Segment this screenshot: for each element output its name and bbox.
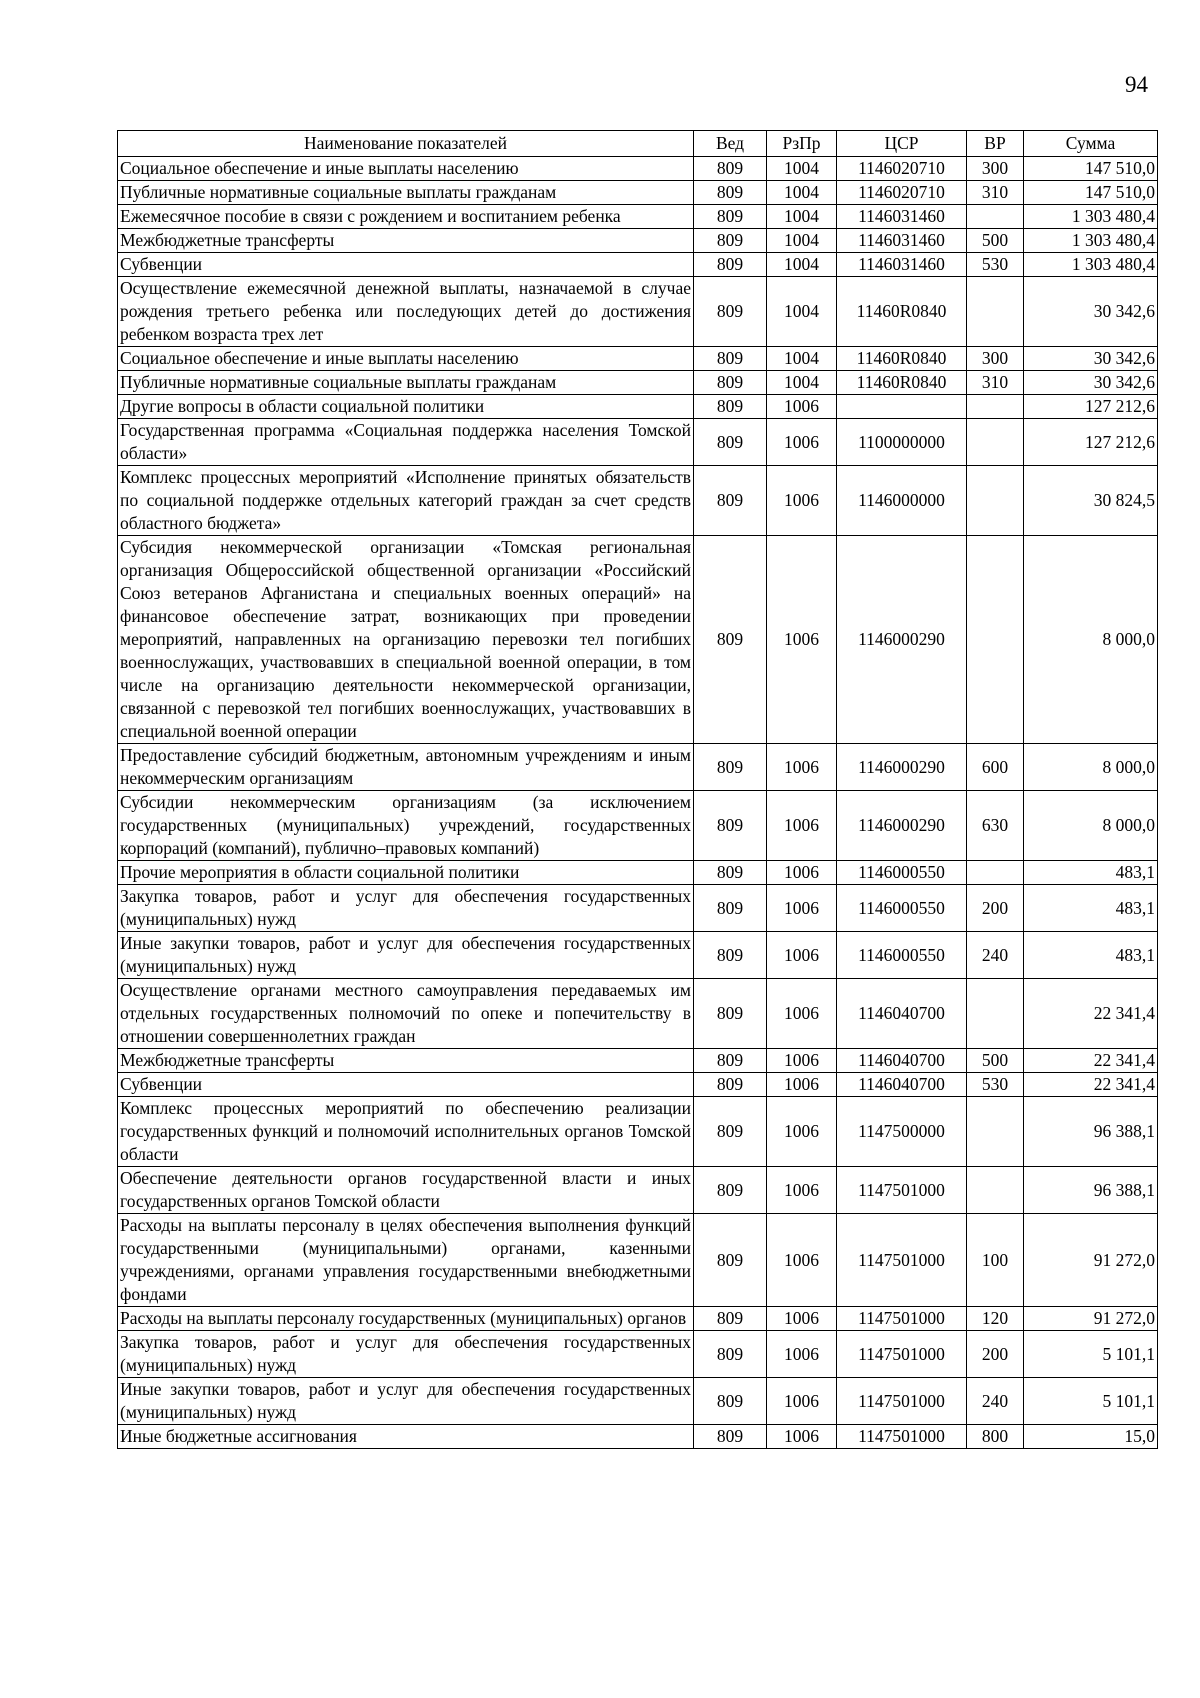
table-row xyxy=(118,466,1158,536)
row-rzpr: 1006 xyxy=(767,536,837,744)
page-number: 94 xyxy=(1125,72,1148,97)
row-rzpr: 1004 xyxy=(767,253,837,277)
row-csr: 1146031460 xyxy=(837,253,967,277)
header-rzpr: РзПр xyxy=(767,131,837,157)
row-vr: 300 xyxy=(967,157,1024,181)
row-csr: 1146000550 xyxy=(837,885,967,932)
row-name: Расходы на выплаты персоналу государственных (муниципальных) органов xyxy=(118,1307,694,1331)
table-row xyxy=(118,1331,1158,1378)
row-ved: 809 xyxy=(694,1167,767,1214)
row-ved: 809 xyxy=(694,885,767,932)
row-csr: 1146040700 xyxy=(837,1073,967,1097)
table-row xyxy=(118,229,1158,253)
row-vr xyxy=(967,419,1024,466)
table-body xyxy=(118,157,1158,1449)
row-rzpr: 1006 xyxy=(767,1097,837,1167)
row-vr: 600 xyxy=(967,744,1024,791)
row-sum: 30 824,5 xyxy=(1024,466,1158,536)
row-rzpr: 1004 xyxy=(767,347,837,371)
row-name: Ежемесячное пособие в связи с рождением и воспитанием ребенка xyxy=(118,205,694,229)
row-sum: 22 341,4 xyxy=(1024,979,1158,1049)
row-ved: 809 xyxy=(694,1073,767,1097)
row-rzpr: 1004 xyxy=(767,181,837,205)
row-csr: 1147501000 xyxy=(837,1167,967,1214)
row-sum: 1 303 480,4 xyxy=(1024,205,1158,229)
row-vr xyxy=(967,395,1024,419)
row-rzpr: 1006 xyxy=(767,1378,837,1425)
table-row xyxy=(118,861,1158,885)
row-name: Субвенции xyxy=(118,253,694,277)
row-vr xyxy=(967,466,1024,536)
row-ved: 809 xyxy=(694,253,767,277)
table-row xyxy=(118,253,1158,277)
row-name: Субвенции xyxy=(118,1073,694,1097)
row-sum: 96 388,1 xyxy=(1024,1167,1158,1214)
row-ved: 809 xyxy=(694,1097,767,1167)
row-vr xyxy=(967,205,1024,229)
table-row xyxy=(118,1307,1158,1331)
row-csr: 1146000290 xyxy=(837,744,967,791)
row-rzpr: 1006 xyxy=(767,466,837,536)
row-csr: 1147501000 xyxy=(837,1307,967,1331)
table-row xyxy=(118,371,1158,395)
row-ved: 809 xyxy=(694,371,767,395)
row-rzpr: 1006 xyxy=(767,885,837,932)
row-csr: 1147500000 xyxy=(837,1097,967,1167)
row-rzpr: 1006 xyxy=(767,1049,837,1073)
row-name: Осуществление органами местного самоуправления передаваемых им отдельных государственных полномочий по опеке и попечительству в отношении совершеннолетних граждан xyxy=(118,979,694,1049)
row-vr: 100 xyxy=(967,1214,1024,1307)
table-row xyxy=(118,1378,1158,1425)
row-ved: 809 xyxy=(694,347,767,371)
table-row xyxy=(118,979,1158,1049)
row-vr xyxy=(967,1097,1024,1167)
header-name: Наименование показателей xyxy=(118,131,694,157)
row-csr: 1100000000 xyxy=(837,419,967,466)
row-sum: 8 000,0 xyxy=(1024,791,1158,861)
row-vr xyxy=(967,1167,1024,1214)
row-sum: 15,0 xyxy=(1024,1425,1158,1449)
row-csr: 1146020710 xyxy=(837,181,967,205)
row-name: Расходы на выплаты персоналу в целях обеспечения выполнения функций государственными (муниципальными) органами, казенными учреждениями, органами управления государственными внебюджетными фондами xyxy=(118,1214,694,1307)
row-vr xyxy=(967,536,1024,744)
row-vr xyxy=(967,277,1024,347)
row-ved: 809 xyxy=(694,277,767,347)
row-vr: 240 xyxy=(967,932,1024,979)
row-sum: 8 000,0 xyxy=(1024,536,1158,744)
row-ved: 809 xyxy=(694,536,767,744)
row-rzpr: 1006 xyxy=(767,932,837,979)
row-sum: 30 342,6 xyxy=(1024,277,1158,347)
row-vr: 200 xyxy=(967,1331,1024,1378)
row-vr: 530 xyxy=(967,1073,1024,1097)
row-name: Субсидия некоммерческой организации «Томская региональная организация Общероссийской общественной организации «Российский Союз ветеранов Афганистана и специальных военных операций» на финансовое обеспечение затрат, возникающих при проведении мероприятий, направленных на организацию перевозки тел погибших военнослужащих, участвовавших в специальной военной операции, в том числе на организацию деятельности некоммерческой организации, связанной с перевозкой тел погибших военнослужащих, участвовавших в специальной военной операции xyxy=(118,536,694,744)
row-name: Субсидии некоммерческим организациям (за исключением государственных (муниципальных) учреждений, государственных корпораций (компаний), публично–правовых компаний) xyxy=(118,791,694,861)
row-name: Обеспечение деятельности органов государственной власти и иных государственных органов Томской области xyxy=(118,1167,694,1214)
row-rzpr: 1006 xyxy=(767,979,837,1049)
row-rzpr: 1006 xyxy=(767,419,837,466)
row-ved: 809 xyxy=(694,229,767,253)
row-csr: 1146020710 xyxy=(837,157,967,181)
row-sum: 147 510,0 xyxy=(1024,181,1158,205)
header-vr: ВР xyxy=(967,131,1024,157)
row-ved: 809 xyxy=(694,932,767,979)
row-vr: 800 xyxy=(967,1425,1024,1449)
row-name: Межбюджетные трансферты xyxy=(118,1049,694,1073)
row-sum: 91 272,0 xyxy=(1024,1307,1158,1331)
row-csr: 1146000550 xyxy=(837,861,967,885)
row-name: Публичные нормативные социальные выплаты гражданам xyxy=(118,181,694,205)
row-rzpr: 1006 xyxy=(767,861,837,885)
row-vr: 500 xyxy=(967,1049,1024,1073)
row-ved: 809 xyxy=(694,1378,767,1425)
row-ved: 809 xyxy=(694,419,767,466)
row-ved: 809 xyxy=(694,181,767,205)
row-ved: 809 xyxy=(694,1049,767,1073)
table-row xyxy=(118,1097,1158,1167)
row-sum: 30 342,6 xyxy=(1024,347,1158,371)
row-name: Социальное обеспечение и иные выплаты населению xyxy=(118,157,694,181)
row-ved: 809 xyxy=(694,1214,767,1307)
row-vr: 300 xyxy=(967,347,1024,371)
row-vr: 310 xyxy=(967,371,1024,395)
row-name: Государственная программа «Социальная поддержка населения Томской области» xyxy=(118,419,694,466)
row-name: Закупка товаров, работ и услуг для обеспечения государственных (муниципальных) нужд xyxy=(118,885,694,932)
row-rzpr: 1006 xyxy=(767,1214,837,1307)
row-rzpr: 1004 xyxy=(767,205,837,229)
table-row xyxy=(118,1167,1158,1214)
table-row xyxy=(118,744,1158,791)
row-rzpr: 1004 xyxy=(767,277,837,347)
row-ved: 809 xyxy=(694,1331,767,1378)
row-sum: 5 101,1 xyxy=(1024,1378,1158,1425)
row-ved: 809 xyxy=(694,205,767,229)
row-name: Другие вопросы в области социальной политики xyxy=(118,395,694,419)
row-rzpr: 1006 xyxy=(767,791,837,861)
table-row xyxy=(118,419,1158,466)
header-csr: ЦСР xyxy=(837,131,967,157)
row-ved: 809 xyxy=(694,744,767,791)
row-vr: 500 xyxy=(967,229,1024,253)
row-sum: 5 101,1 xyxy=(1024,1331,1158,1378)
row-sum: 1 303 480,4 xyxy=(1024,253,1158,277)
table-row xyxy=(118,1049,1158,1073)
row-rzpr: 1006 xyxy=(767,744,837,791)
row-csr: 1146000000 xyxy=(837,466,967,536)
table-row xyxy=(118,181,1158,205)
row-name: Иные бюджетные ассигнования xyxy=(118,1425,694,1449)
row-csr: 1146040700 xyxy=(837,1049,967,1073)
row-rzpr: 1006 xyxy=(767,1073,837,1097)
row-sum: 483,1 xyxy=(1024,861,1158,885)
row-name: Прочие мероприятия в области социальной политики xyxy=(118,861,694,885)
row-name: Публичные нормативные социальные выплаты гражданам xyxy=(118,371,694,395)
row-sum: 22 341,4 xyxy=(1024,1073,1158,1097)
header-ved: Вед xyxy=(694,131,767,157)
row-vr xyxy=(967,861,1024,885)
table-row xyxy=(118,1073,1158,1097)
row-name: Социальное обеспечение и иные выплаты населению xyxy=(118,347,694,371)
row-vr: 530 xyxy=(967,253,1024,277)
row-vr: 200 xyxy=(967,885,1024,932)
table-header-row xyxy=(118,131,1158,157)
row-ved: 809 xyxy=(694,791,767,861)
row-rzpr: 1006 xyxy=(767,1307,837,1331)
row-name: Предоставление субсидий бюджетным, автономным учреждениям и иным некоммерческим организациям xyxy=(118,744,694,791)
row-ved: 809 xyxy=(694,466,767,536)
row-csr: 1147501000 xyxy=(837,1331,967,1378)
table-row xyxy=(118,932,1158,979)
row-csr: 11460R0840 xyxy=(837,277,967,347)
row-csr: 1147501000 xyxy=(837,1378,967,1425)
row-vr: 240 xyxy=(967,1378,1024,1425)
row-sum: 483,1 xyxy=(1024,932,1158,979)
row-sum: 22 341,4 xyxy=(1024,1049,1158,1073)
table-row xyxy=(118,536,1158,744)
row-name: Осуществление ежемесячной денежной выплаты, назначаемой в случае рождения третьего ребенка или последующих детей до достижения ребенком возраста трех лет xyxy=(118,277,694,347)
header-sum: Сумма xyxy=(1024,131,1158,157)
row-sum: 147 510,0 xyxy=(1024,157,1158,181)
row-name: Межбюджетные трансферты xyxy=(118,229,694,253)
row-ved: 809 xyxy=(694,861,767,885)
row-csr: 1146031460 xyxy=(837,229,967,253)
row-rzpr: 1004 xyxy=(767,229,837,253)
row-ved: 809 xyxy=(694,1425,767,1449)
table-row xyxy=(118,157,1158,181)
row-ved: 809 xyxy=(694,979,767,1049)
table-row xyxy=(118,277,1158,347)
row-rzpr: 1006 xyxy=(767,395,837,419)
row-csr: 1146000550 xyxy=(837,932,967,979)
row-rzpr: 1004 xyxy=(767,371,837,395)
row-csr: 1147501000 xyxy=(837,1214,967,1307)
row-sum: 127 212,6 xyxy=(1024,419,1158,466)
table-row xyxy=(118,395,1158,419)
row-sum: 96 388,1 xyxy=(1024,1097,1158,1167)
row-ved: 809 xyxy=(694,395,767,419)
row-sum: 8 000,0 xyxy=(1024,744,1158,791)
table-row xyxy=(118,791,1158,861)
row-rzpr: 1006 xyxy=(767,1167,837,1214)
row-csr: 1146000290 xyxy=(837,536,967,744)
row-csr: 1147501000 xyxy=(837,1425,967,1449)
row-vr xyxy=(967,979,1024,1049)
row-name: Иные закупки товаров, работ и услуг для обеспечения государственных (муниципальных) нужд xyxy=(118,1378,694,1425)
row-ved: 809 xyxy=(694,1307,767,1331)
row-vr: 310 xyxy=(967,181,1024,205)
row-csr: 1146040700 xyxy=(837,979,967,1049)
row-vr: 630 xyxy=(967,791,1024,861)
row-name: Комплекс процессных мероприятий «Исполнение принятых обязательств по социальной поддержке отдельных категорий граждан за счет средств областного бюджета» xyxy=(118,466,694,536)
row-sum: 483,1 xyxy=(1024,885,1158,932)
table-row xyxy=(118,885,1158,932)
budget-table xyxy=(117,130,1158,1449)
table-row xyxy=(118,205,1158,229)
table-row xyxy=(118,1214,1158,1307)
row-sum: 91 272,0 xyxy=(1024,1214,1158,1307)
row-rzpr: 1006 xyxy=(767,1331,837,1378)
row-sum: 1 303 480,4 xyxy=(1024,229,1158,253)
table-row xyxy=(118,347,1158,371)
row-sum: 30 342,6 xyxy=(1024,371,1158,395)
row-sum: 127 212,6 xyxy=(1024,395,1158,419)
row-csr: 1146000290 xyxy=(837,791,967,861)
row-csr: 11460R0840 xyxy=(837,371,967,395)
row-name: Иные закупки товаров, работ и услуг для обеспечения государственных (муниципальных) нужд xyxy=(118,932,694,979)
row-rzpr: 1006 xyxy=(767,1425,837,1449)
row-csr: 1146031460 xyxy=(837,205,967,229)
row-name: Комплекс процессных мероприятий по обеспечению реализации государственных функций и полномочий исполнительных органов Томской области xyxy=(118,1097,694,1167)
table-row xyxy=(118,1425,1158,1449)
row-name: Закупка товаров, работ и услуг для обеспечения государственных (муниципальных) нужд xyxy=(118,1331,694,1378)
row-csr: 11460R0840 xyxy=(837,347,967,371)
row-ved: 809 xyxy=(694,157,767,181)
row-csr xyxy=(837,395,967,419)
row-rzpr: 1004 xyxy=(767,157,837,181)
row-vr: 120 xyxy=(967,1307,1024,1331)
